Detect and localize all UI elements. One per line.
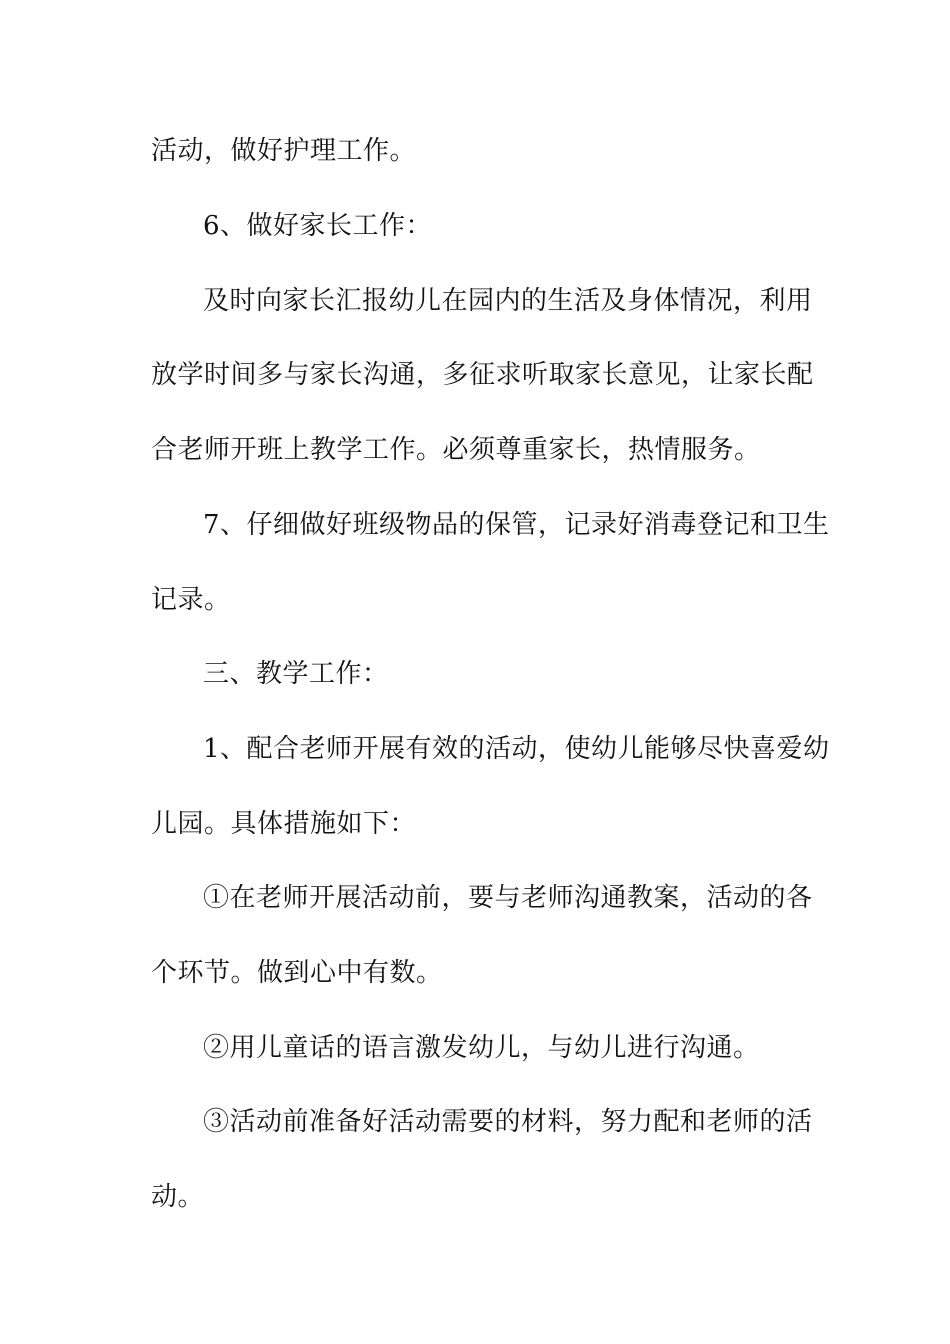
text-line-5: 合老师开班上教学工作。必须尊重家长，热情服务。 xyxy=(151,435,761,465)
text-line-4: 放学时间多与家长沟通，多征求听取家长意见，让家长配 xyxy=(151,360,814,390)
text-line-14: ③活动前准备好活动需要的材料，努力配和老师的活 xyxy=(203,1107,813,1137)
text-line-10: 儿园。具体措施如下： xyxy=(151,809,417,839)
text-line-7: 记录。 xyxy=(151,585,231,615)
text-line-12: 个环节。做到心中有数。 xyxy=(151,958,443,988)
text-line-6: 7、仔细做好班级物品的保管，记录好消毒登记和卫生 xyxy=(203,510,830,540)
text-line-15: 动。 xyxy=(151,1182,205,1212)
text-line-13: ②用儿童话的语言激发幼儿，与幼儿进行沟通。 xyxy=(203,1033,760,1063)
text-line-11: ①在老师开展活动前，要与老师沟通教案，活动的各 xyxy=(203,883,813,913)
text-line-1: 活动，做好护理工作。 xyxy=(151,136,417,166)
text-line-2: 6、做好家长工作： xyxy=(203,211,433,241)
text-line-3: 及时向家长汇报幼儿在园内的生活及身体情况，利用 xyxy=(203,286,813,316)
text-line-8: 三、教学工作： xyxy=(203,659,389,689)
text-line-9: 1、配合老师开展有效的活动，使幼儿能够尽快喜爱幼 xyxy=(203,734,830,764)
